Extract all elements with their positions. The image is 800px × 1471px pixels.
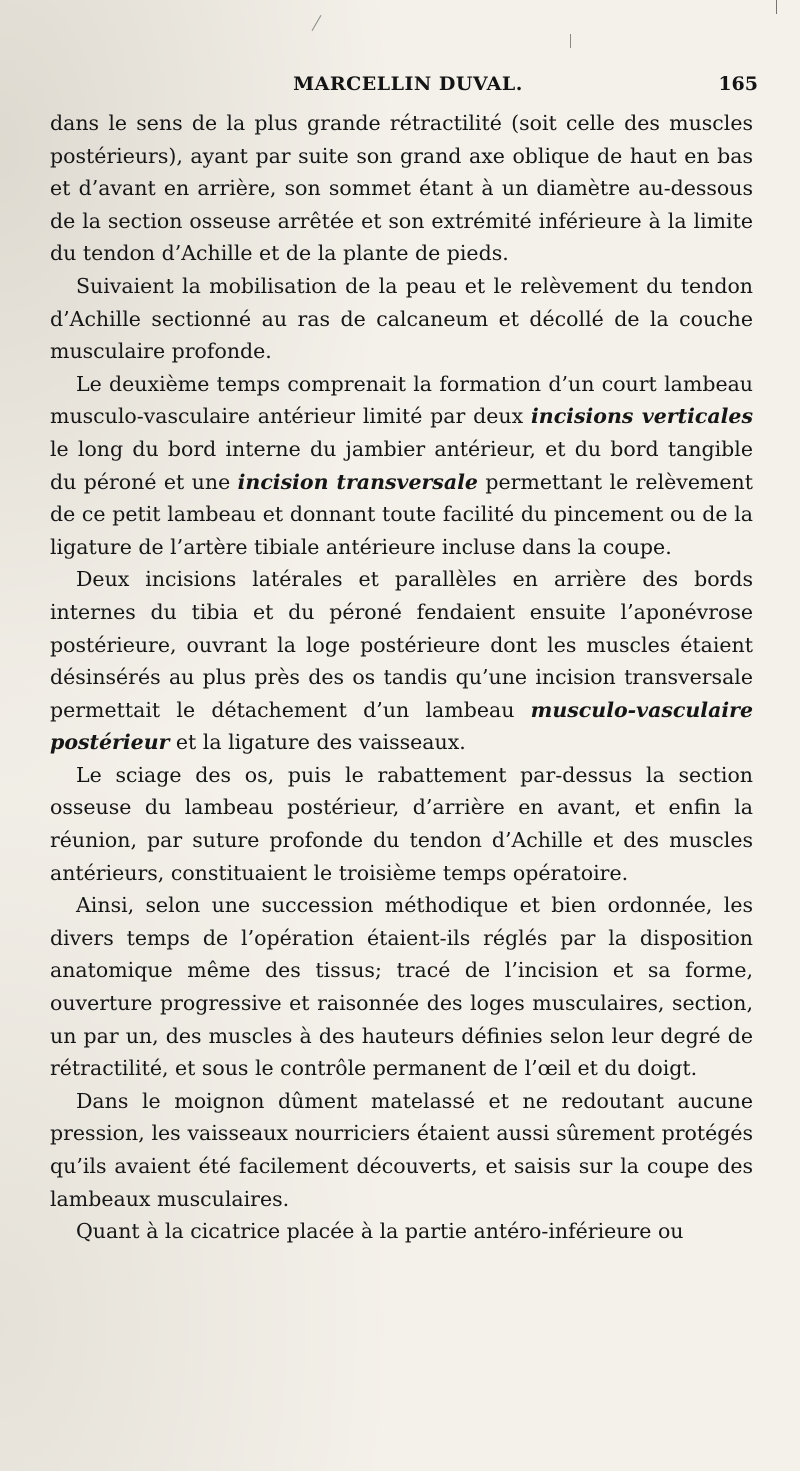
paragraph (50, 1215, 753, 1248)
text-run: Le deuxième temps comprenait la formation d’un court lambeau musculo-vasculaire antérieur limité par deux (50, 371, 753, 429)
text-run: Le sciage des os, puis le rabattement par-dessus la section osseuse du lambeau postérieur, d’arrière en avant, et enfin la réunion, par suture profonde du tendon d’Achille et des muscles antérieurs, constituaient le troisième temps opératoire. (50, 762, 753, 885)
running-title: MARCELLIN DUVAL. (293, 73, 523, 95)
page-number: 165 (718, 73, 758, 95)
text-run: permettant le relèvement de ce petit lambeau et donnant toute facilité du pincement ou de la ligature de l’artère tibiale antérieure incluse dans la coupe. (50, 469, 753, 559)
paragraph (50, 889, 753, 1085)
paragraph (50, 563, 753, 759)
text-run: et la ligature des vaisseaux. (169, 730, 466, 755)
paragraph (50, 1085, 753, 1215)
scan-mark (570, 34, 571, 48)
scan-mark (312, 15, 322, 31)
italic-term: incision transversale (237, 469, 478, 494)
text-run: Deux incisions latérales et parallèles en arrière des bords internes du tibia et du péroné fendaient ensuite l’aponévrose postérieure, ouvrant la loge postérieure dont les muscles étaient désinsérés au plus près des os tandis qu’une incision transversale permettait le détachement d’un lambeau (50, 567, 753, 722)
paragraph (50, 368, 753, 564)
scan-mark (776, 0, 777, 14)
text-run: Ainsi, selon une succession méthodique et bien ordonnée, les divers temps de l’opération étaient-ils réglés par la disposition anatomique même des tissus; tracé de l’incision et sa forme, ouverture progressive et raisonnée des loges musculaires, section, un par un, des muscles à des hauteurs définies selon leur degré de rétractilité, et sous le contrôle permanent de l’œil et du doigt. (50, 893, 753, 1081)
text-run: Suivaient la mobilisation de la peau et le relèvement du tendon d’Achille sectionné au ras de calcaneum et décollé de la couche musculaire profonde. (50, 273, 753, 364)
paragraph (50, 107, 753, 270)
text-run: Dans le moignon dûment matelassé et ne redoutant aucune pression, les vaisseaux nourriciers étaient aussi sûrement protégés qu’ils avaient été facilement découverts, et saisis sur la coupe des lambeaux musculaires. (50, 1088, 753, 1211)
text-run: le long du bord interne du jambier antérieur, et du bord tangible du péroné et une (50, 436, 753, 494)
italic-term: musculo-vasculaire postérieur (50, 697, 753, 755)
body-text (50, 107, 753, 1248)
running-header (50, 73, 766, 103)
paragraph (50, 759, 753, 889)
paragraph (50, 270, 753, 368)
text-run: dans le sens de la plus grande rétractilité (soit celle des muscles postérieurs), ayant par suite son grand axe oblique de haut en bas et d’avant en arrière, son sommet étant à un diamètre au-dessous de la section osseuse arrêtée et son extrémité inférieure à la limite du tendon d’Achille et de la plante de pieds. (50, 111, 753, 266)
italic-term: incisions verticales (531, 404, 754, 429)
text-run: Quant à la cicatrice placée à la partie antéro-inférieure ou (76, 1219, 684, 1244)
